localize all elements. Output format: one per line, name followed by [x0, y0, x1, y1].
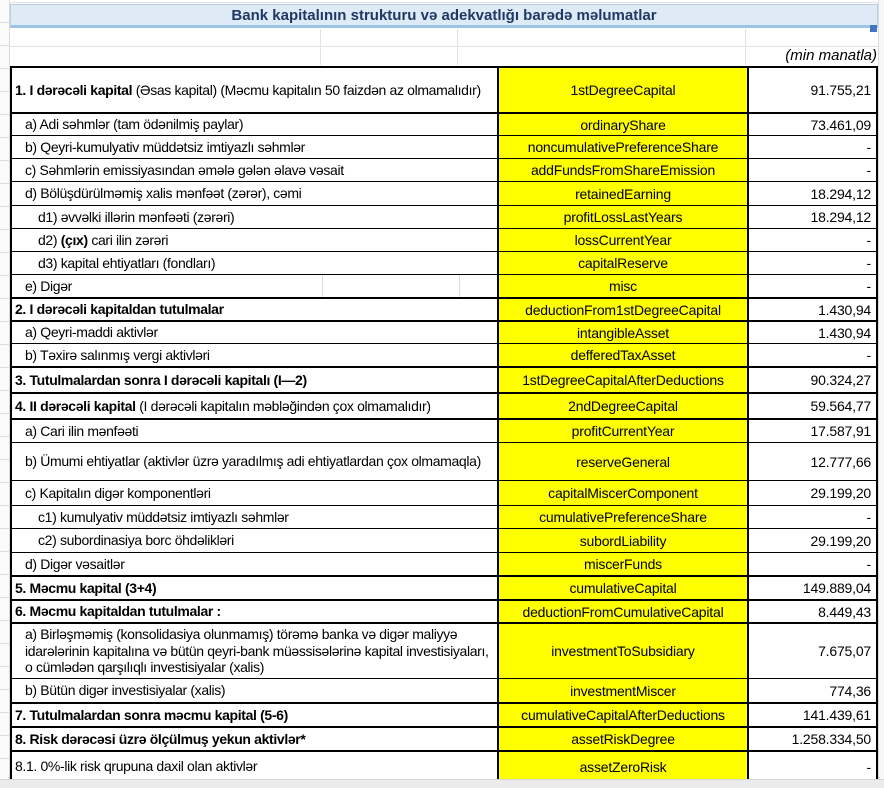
row-code[interactable]: misc — [499, 275, 749, 297]
row-description[interactable]: 5. Məcmu kapital (3+4) — [12, 577, 499, 599]
row-description[interactable]: b) Qeyri-kumulyativ müddətsiz imtiyazlı səhmlər — [12, 136, 499, 158]
row-code[interactable]: subordLiability — [499, 529, 749, 552]
gridline — [10, 46, 878, 47]
right-gray-strip — [878, 0, 884, 779]
row-description[interactable]: c1) kumulyativ müddətsiz imtiyazlı səhmlər — [12, 506, 499, 528]
table-row — [12, 622, 876, 678]
row-description[interactable]: 7. Tutulmalardan sonra məcmu kapital (5-6) — [12, 704, 499, 726]
row-code[interactable]: lossCurrentYear — [499, 229, 749, 251]
row-value[interactable]: - — [866, 139, 871, 155]
row-code[interactable]: defferedTaxAsset — [499, 344, 749, 366]
row-description[interactable]: e) Digər — [12, 275, 499, 297]
row-value[interactable]: 149.889,04 — [802, 580, 871, 596]
row-code[interactable]: cumulativeCapital — [499, 577, 749, 599]
row-description[interactable]: 8. Risk dərəcəsi üzrə ölçülmuş yekun aktivlər* — [12, 728, 499, 750]
row-code[interactable]: noncumulativePreferenceShare — [499, 136, 749, 158]
table-row — [12, 750, 876, 781]
table-row — [12, 112, 876, 135]
table-row — [12, 505, 876, 528]
table-row — [12, 251, 876, 274]
row-description[interactable]: d) Digər vəsaitlər — [12, 553, 499, 575]
row-description[interactable]: d) Bölüşdürülməmiş xalis mənfəət (zərər), cəmi — [12, 182, 499, 205]
row-code[interactable]: deductionFromCumulativeCapital — [499, 601, 749, 622]
row-value[interactable]: - — [866, 162, 871, 178]
row-description[interactable]: b) Təxirə salınmış vergi aktivləri — [12, 344, 499, 366]
row-value[interactable]: 18.294,12 — [810, 209, 871, 225]
row-code[interactable]: profitCurrentYear — [499, 420, 749, 442]
row-code[interactable]: retainedEarning — [499, 182, 749, 205]
row-value[interactable]: 1.430,94 — [818, 301, 871, 318]
table-row — [12, 418, 876, 442]
table-row — [12, 552, 876, 575]
row-value[interactable]: - — [866, 758, 871, 775]
table-row — [12, 528, 876, 552]
row-value[interactable]: 29.199,20 — [810, 485, 871, 501]
row-description[interactable]: a) Cari ilin mənfəəti — [12, 420, 499, 442]
row-value[interactable]: 29.199,20 — [810, 532, 871, 549]
row-code[interactable]: miscerFunds — [499, 553, 749, 575]
row-description[interactable]: d1) əvvəlki illərin mənfəəti (zərəri) — [12, 206, 499, 228]
table-row — [12, 343, 876, 366]
table-row — [12, 320, 876, 343]
row-value[interactable]: - — [866, 556, 871, 572]
row-description[interactable]: 2. I dərəcəli kapitaldan tutulmalar — [12, 299, 499, 320]
row-description[interactable]: 3. Tutulmalardan sonra I dərəcəli kapitalı (I—2) — [12, 368, 499, 392]
row-code[interactable]: investmentToSubsidiary — [499, 624, 749, 678]
row-value[interactable]: 18.294,12 — [810, 185, 871, 202]
row-code[interactable]: 2ndDegreeCapital — [499, 394, 749, 418]
row-description[interactable]: a) Adi səhmlər (tam ödənilmiş paylar) — [12, 114, 499, 135]
row-code[interactable]: investmentMiscer — [499, 679, 749, 702]
table-row — [12, 702, 876, 726]
row-value[interactable]: - — [866, 347, 871, 363]
row-value[interactable]: 59.564,77 — [810, 398, 871, 414]
table-row — [12, 480, 876, 505]
row-description[interactable]: d3) kapital ehtiyatları (fondları) — [12, 252, 499, 274]
gridline — [0, 2, 884, 3]
row-description[interactable]: a) Qeyri-maddi aktivlər — [12, 322, 499, 343]
row-value[interactable]: - — [866, 255, 871, 271]
row-value[interactable]: 17.587,91 — [810, 423, 871, 439]
sheet-title[interactable] — [10, 4, 878, 28]
row-code[interactable]: deductionFrom1stDegreeCapital — [499, 299, 749, 320]
table-row — [12, 678, 876, 702]
row-description[interactable]: 4. II dərəcəli kapital (I dərəcəli kapitalın məbləğindən çox olmamalıdır) — [12, 394, 499, 418]
row-gutter — [0, 0, 10, 779]
row-description[interactable]: 6. Məcmu kapitaldan tutulmalar : — [12, 601, 499, 622]
table-row — [12, 442, 876, 480]
table-row — [12, 181, 876, 205]
row-code[interactable]: capitalReserve — [499, 252, 749, 274]
row-value[interactable]: 12.777,66 — [810, 453, 871, 470]
row-value[interactable]: 91.755,21 — [810, 82, 871, 98]
unit-note: (min manatla) — [785, 47, 877, 64]
capital-table — [10, 66, 878, 781]
row-value[interactable]: 90.324,27 — [810, 372, 871, 388]
row-description[interactable]: a) Birləşməmiş (konsolidasiya olunmamış) törəmə banka və digər maliyyə idarələrinin kapitalına və bütün qeyri-bank müəssisələrinə kapital investisiyaları, o cümlədən qarşılıqlı investisiyalar (xalis) — [12, 624, 499, 678]
table-row — [12, 726, 876, 750]
row-value[interactable]: 1.430,94 — [818, 324, 871, 341]
gridline — [320, 29, 321, 65]
row-code[interactable]: addFundsFromShareEmission — [499, 159, 749, 181]
row-description[interactable]: b) Ümumi ehtiyatlar (aktivlər üzrə yaradılmış adi ehtiyatlardan çox olmamaqla) — [12, 443, 499, 480]
table-row — [12, 274, 876, 297]
row-code[interactable]: 1stDegreeCapitalAfterDeductions — [499, 368, 749, 392]
row-value[interactable]: 73.461,09 — [810, 116, 871, 133]
row-value[interactable]: - — [866, 509, 871, 525]
row-code[interactable]: capitalMiscerComponent — [499, 481, 749, 505]
row-value[interactable]: 141.439,61 — [802, 707, 871, 723]
row-description[interactable]: 8.1. 0%-lik risk qrupuna daxil olan aktivlər — [12, 752, 499, 781]
table-row — [12, 392, 876, 418]
row-code[interactable]: intangibleAsset — [499, 322, 749, 343]
row-value[interactable]: 8.449,43 — [818, 603, 871, 620]
row-code[interactable]: cumulativeCapitalAfterDeductions — [499, 704, 749, 726]
table-row — [12, 135, 876, 158]
row-code[interactable]: profitLossLastYears — [499, 206, 749, 228]
row-code[interactable]: reserveGeneral — [499, 443, 749, 480]
selection-handle-icon[interactable] — [870, 25, 877, 32]
row-code[interactable]: ordinaryShare — [499, 114, 749, 135]
row-description[interactable]: c) Kapitalın digər komponentləri — [12, 481, 499, 505]
row-value[interactable]: 7.675,07 — [818, 643, 871, 659]
row-description[interactable]: b) Bütün digər investisiyalar (xalis) — [12, 679, 499, 702]
gridline — [459, 275, 460, 297]
table-row — [12, 366, 876, 392]
table-row — [12, 158, 876, 181]
row-description[interactable]: 1. I dərəcəli kapital (Əsas kapital) (Məcmu kapitalın 50 faizdən az olmamalıdır) — [12, 68, 499, 112]
row-value[interactable]: 774,36 — [829, 682, 871, 699]
row-value[interactable]: - — [866, 278, 871, 294]
row-value[interactable]: 1.258.334,50 — [791, 731, 871, 747]
gridline — [745, 29, 746, 65]
table-row — [12, 205, 876, 228]
row-description[interactable]: d2) (çıx) cari ilin zərəri — [12, 229, 499, 251]
row-code[interactable]: assetZeroRisk — [499, 752, 749, 781]
table-row — [12, 599, 876, 622]
table-row — [12, 228, 876, 251]
table-row — [12, 575, 876, 599]
table-row — [12, 297, 876, 320]
row-code[interactable]: 1stDegreeCapital — [499, 68, 749, 112]
row-code[interactable]: cumulativePreferenceShare — [499, 506, 749, 528]
table-row — [12, 68, 876, 112]
gridline — [322, 275, 323, 297]
bottom-gray-strip — [0, 779, 884, 788]
row-description[interactable]: c2) subordinasiya borc öhdəlikləri — [12, 529, 499, 552]
row-description[interactable]: c) Səhmlərin emissiyasından əmələ gələn əlavə vəsait — [12, 159, 499, 181]
row-code[interactable]: assetRiskDegree — [499, 728, 749, 750]
gridline — [457, 29, 458, 65]
row-value[interactable]: - — [866, 232, 871, 248]
sheet-title-text: Bank kapitalının strukturu və adekvatlığı barədə məlumatlar — [231, 6, 657, 24]
